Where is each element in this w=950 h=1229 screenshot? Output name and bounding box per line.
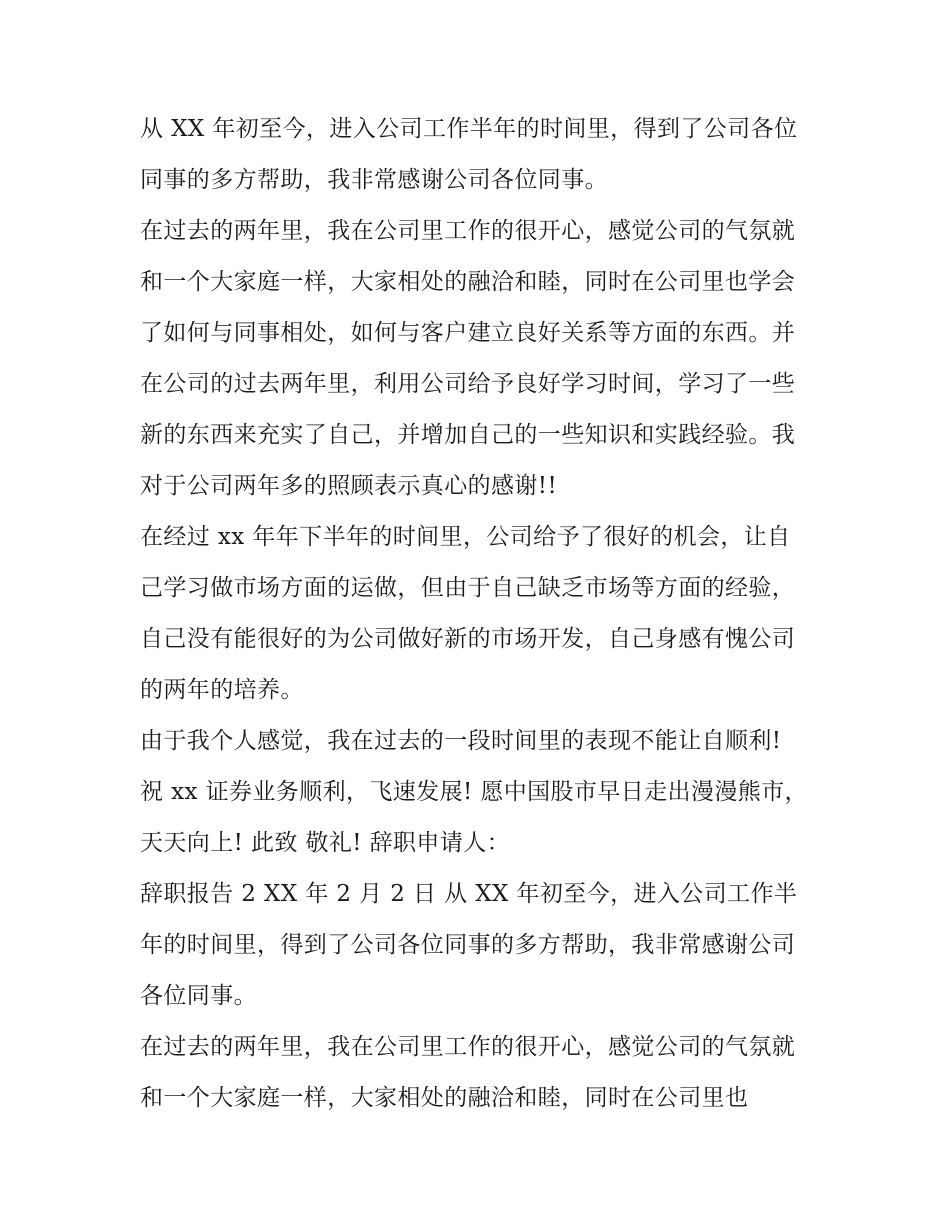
paragraph-6: 在过去的两年里，我在公司里工作的很开心，感觉公司的气氛就和一个大家庭一样，大家相处的融洽和睦，同时在公司里也 bbox=[140, 1034, 796, 1111]
paragraph-4: 由于我个人感觉，我在过去的一段时间里的表现不能让自顺利! 祝 xx 证券业务顺利，飞速发展! 愿中国股市早日走出漫漫熊市，天天向上! 此致 敬礼! 辞职申请人： bbox=[140, 728, 808, 856]
paragraph-1: 从 XX 年初至今，进入公司工作半年的时间里，得到了公司各位同事的多方帮助，我非常感谢公司各位同事。 bbox=[140, 116, 798, 193]
paragraph-3: 在经过 xx 年年下半年的时间里，公司给予了很好的机会，让自己学习做市场方面的运做，但由于自己缺乏市场等方面的经验，自己没有能很好的为公司做好新的市场开发，自己身感有愧公司的两年的培养。 bbox=[140, 524, 796, 703]
paragraph-2: 在过去的两年里，我在公司里工作的很开心，感觉公司的气氛就和一个大家庭一样，大家相处的融洽和睦，同时在公司里也学会了如何与同事相处，如何与客户建立良好关系等方面的东西。并在公司的过去两年里，利用公司给予良好学习时间，学习了一些新的东西来充实了自己，并增加自己的一些知识和实践经验。我对于公司两年多的照顾表示真心的感谢!! bbox=[140, 218, 796, 499]
document-body bbox=[140, 104, 812, 1124]
paragraph-5: 辞职报告 2 XX 年 2 月 2 日 从 XX 年初至今，进入公司工作半年的时间里，得到了公司各位同事的多方帮助，我非常感谢公司各位同事。 bbox=[140, 881, 798, 1009]
